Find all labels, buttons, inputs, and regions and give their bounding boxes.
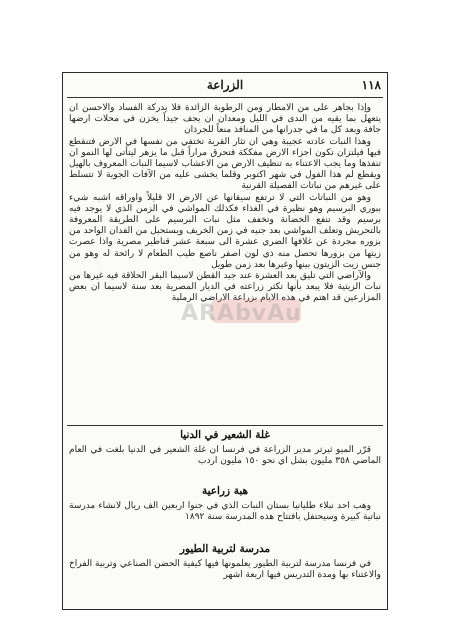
book-page: [62, 72, 388, 610]
page-number: ١١٨: [361, 78, 381, 92]
header-rule: [67, 97, 383, 98]
section-heading: مدرسة لتربية الطيور: [179, 543, 271, 555]
section-text: [69, 445, 381, 467]
section-heading: هبة زراعية: [201, 485, 249, 497]
paragraph: والآراضي التي تليق بعد العشرة عند جيد القطن لاسيما البقر الحلاقة فيه غيرها من نبات الزيتية فلا يبعد بأنها تكثر زراعته في الديار المصرية بعد سنة لاسيما ان بعض المزارعين قد اهتم في هذه الايام بزراعة الاراضي الرملية: [69, 271, 381, 304]
section-paragraph: وهب احد نبلاء طليانيا بستان النبات الذي في جنوا اربعين الف ريال لانشاء مدرسة نباتية كبيرة وسيحتفل بافتتاح هذه المدرسة سنة ١٨٩٢: [69, 501, 381, 523]
paragraph: وهذا النبات عادته عجيبة وهي ان تثار القرية تختفي من نفسها في الارض فتنقطع فيها فيلتزان تكون اجزاء الارض مفككة فتحرق مراراً قبل ما يزهر ليتأتى لها النمو ان تنفذها وما يجب الاعتناء به تنظيف الارض من الاعشاب لاسيما النبات المعروف بالهيل ويقطع لم هذا الفول في شهر اكتوبر وقلما يخشى عليه من الآفات الجوية لا تتسلط على غيرهم من نباتات الفصيلة القرنية: [69, 136, 381, 192]
paragraph: وإذا بجاهر على من الامطار ومن الرطوبة الزائدة فلا يدركة الفساد والاحسن ان يتعهل بما يقيه من الندى في الليل ومعدان ان يجف جيداً يخزن في محلات ارضها جافة وبعد كل ما في جدرانها من المنافذ منعاً للجرذان: [69, 103, 381, 136]
section-paragraph: قرّر الميو ثيرتر مدير الزراعة في فرنسا ان غلة الشعير في الدنيا بلغت في العام الماضي ٣٥٨ مليون بشل اي نحو ١٥٠ مليون اردب: [69, 445, 381, 467]
section-text: [69, 559, 381, 581]
section-divider: [67, 425, 383, 426]
main-text: [69, 103, 381, 305]
section-heading: غلة الشعير في الدنيا: [180, 429, 270, 441]
section-text: [69, 501, 381, 523]
watermark: ARAbvAu: [181, 301, 302, 326]
section-paragraph: في فرنسا مدرسة لتربية الطيور يعلمونها فيها كيفية الحضن الصناعي وتربية الفراخ والاعتناء بها ومدة التدريس فيها اربعة اشهر: [69, 559, 381, 581]
running-title: الزراعة: [206, 78, 244, 92]
paragraph: وهو من النباتات التي لا ترتفع سيقانها عن الارض الا قليلاً واوراقه اشبه شيء ببوري البرسيم وهو نظيرة في الغذاء فكذلك المواشي في الزمن الذي لا يوجد فيه برسيم وقد تنفع الخضانة وتخفف مثل نبات البرسيم على الطريقة المعروفة بالتحريش وتعلف المواشي بعد جنيه في زمن الخريف ويستحيل من الفدان الواحد من بزوره مجردة عن غلافها الضري عشرة الى سبعة عشر قناطير مصرية واذا عصرت زيتها من بزورها تحصل منه ذي لون اصفر ناصع طيب الطعام لا رائحة له وهو من جنس زيت الزيتون بينها وغيرها بعد زمن طويل: [69, 192, 381, 270]
